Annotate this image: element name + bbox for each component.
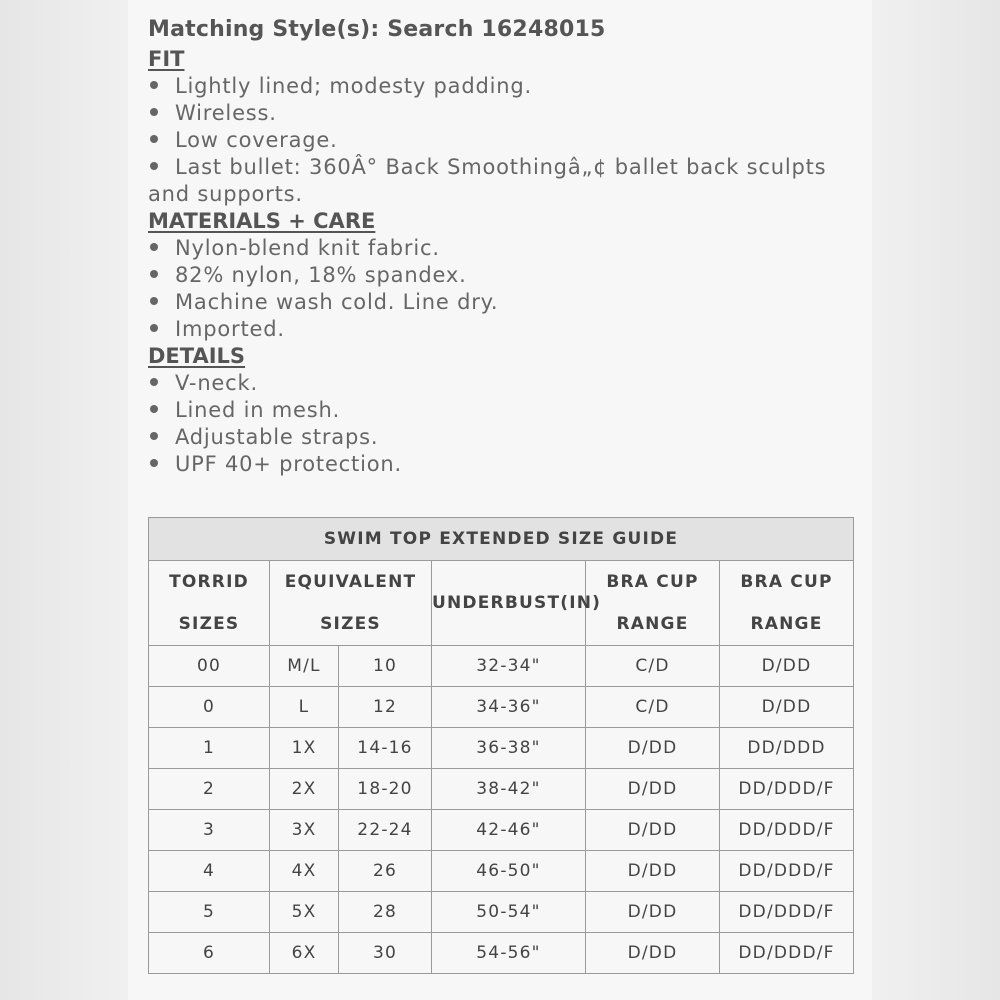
equivalent-size-cell: M/L	[270, 646, 339, 687]
header-equivalent-sizes	[270, 561, 432, 646]
list-item-text: Lightly lined; modesty padding.	[175, 74, 532, 98]
size-guide-title: SWIM TOP EXTENDED SIZE GUIDE	[149, 518, 854, 561]
equivalent-number-cell: 22-24	[339, 810, 432, 851]
header-line: SIZES	[320, 614, 381, 634]
list-item-text: and supports.	[148, 182, 303, 206]
bra-cup-range-cell: D/DD	[720, 687, 854, 728]
product-details-text	[148, 14, 848, 478]
list-item	[148, 424, 848, 451]
torrid-size-cell: 3	[149, 810, 270, 851]
equivalent-size-cell: 1X	[270, 728, 339, 769]
underbust-cell: 38-42"	[432, 769, 586, 810]
matching-style-line: Matching Style(s): Search 16248015	[148, 17, 606, 42]
underbust-cell: 34-36"	[432, 687, 586, 728]
product-details-sheet	[128, 0, 872, 1000]
header-line: RANGE	[750, 614, 823, 634]
bra-cup-range-cell: C/D	[586, 687, 720, 728]
size-guide-table	[148, 517, 854, 974]
bullet-dot-icon	[150, 324, 158, 332]
bra-cup-range-cell: D/DD	[586, 892, 720, 933]
torrid-size-cell: 0	[149, 687, 270, 728]
bra-cup-range-cell: D/DD	[586, 769, 720, 810]
bra-cup-range-cell: DD/DDD/F	[720, 769, 854, 810]
table-row	[149, 892, 854, 933]
list-item	[148, 370, 848, 397]
torrid-size-cell: 2	[149, 769, 270, 810]
list-item-text: V-neck.	[175, 371, 258, 395]
header-bra-cup-range-1	[586, 561, 720, 646]
bullet-dot-icon	[150, 108, 158, 116]
equivalent-number-cell: 18-20	[339, 769, 432, 810]
torrid-size-cell: 5	[149, 892, 270, 933]
torrid-size-cell: 00	[149, 646, 270, 687]
list-item	[148, 289, 848, 316]
equivalent-size-cell: 6X	[270, 933, 339, 974]
list-item-text: Low coverage.	[175, 128, 338, 152]
list-item-text: Lined in mesh.	[175, 398, 341, 422]
materials-care-list	[148, 235, 848, 343]
torrid-size-cell: 4	[149, 851, 270, 892]
fit-list	[148, 73, 848, 208]
list-item	[148, 397, 848, 424]
bra-cup-range-cell: D/DD	[586, 728, 720, 769]
torrid-size-cell: 6	[149, 933, 270, 974]
table-row	[149, 728, 854, 769]
list-item	[148, 73, 848, 100]
header-bra-cup-range-2	[720, 561, 854, 646]
list-item-text: Imported.	[175, 317, 285, 341]
list-item	[148, 100, 848, 127]
bra-cup-range-cell: D/DD	[720, 646, 854, 687]
bullet-dot-icon	[150, 378, 158, 386]
equivalent-number-cell: 14-16	[339, 728, 432, 769]
header-torrid-sizes	[149, 561, 270, 646]
bra-cup-range-cell: DD/DDD/F	[720, 892, 854, 933]
table-row	[149, 769, 854, 810]
bullet-dot-icon	[150, 243, 158, 251]
size-guide-body	[149, 646, 854, 974]
underbust-cell: 54-56"	[432, 933, 586, 974]
bullet-dot-icon	[150, 162, 158, 170]
bullet-dot-icon	[150, 405, 158, 413]
equivalent-number-cell: 12	[339, 687, 432, 728]
bullet-dot-icon	[150, 459, 158, 467]
table-row	[149, 851, 854, 892]
bullet-dot-icon	[150, 432, 158, 440]
details-heading: DETAILS	[148, 344, 246, 368]
equivalent-size-cell: 4X	[270, 851, 339, 892]
bra-cup-range-cell: D/DD	[586, 810, 720, 851]
list-item-text: Nylon-blend knit fabric.	[175, 236, 440, 260]
list-item-text: 82% nylon, 18% spandex.	[175, 263, 467, 287]
table-row	[149, 687, 854, 728]
equivalent-number-cell: 30	[339, 933, 432, 974]
bra-cup-range-cell: DD/DDD	[720, 728, 854, 769]
underbust-cell: 46-50"	[432, 851, 586, 892]
equivalent-number-cell: 10	[339, 646, 432, 687]
materials-care-heading: MATERIALS + CARE	[148, 209, 376, 233]
left-margin	[0, 0, 128, 1000]
right-margin	[872, 0, 1000, 1000]
underbust-cell: 32-34"	[432, 646, 586, 687]
details-list	[148, 370, 848, 478]
equivalent-size-cell: 5X	[270, 892, 339, 933]
equivalent-size-cell: 2X	[270, 769, 339, 810]
list-item-text: UPF 40+ protection.	[175, 452, 402, 476]
underbust-cell: 50-54"	[432, 892, 586, 933]
list-item	[148, 127, 848, 154]
list-item	[148, 316, 848, 343]
underbust-cell: 42-46"	[432, 810, 586, 851]
header-line: BRA CUP	[606, 572, 699, 592]
list-item-text: Last bullet: 360Â° Back Smoothingâ„¢ ballet back sculpts	[175, 155, 827, 179]
header-line: TORRID	[169, 572, 249, 592]
underbust-cell: 36-38"	[432, 728, 586, 769]
bra-cup-range-cell: D/DD	[586, 851, 720, 892]
table-row	[149, 646, 854, 687]
header-line: BRA CUP	[740, 572, 833, 592]
bullet-dot-icon	[150, 135, 158, 143]
equivalent-size-cell: L	[270, 687, 339, 728]
list-item	[148, 154, 848, 181]
table-row	[149, 810, 854, 851]
equivalent-number-cell: 26	[339, 851, 432, 892]
size-guide-header-row	[149, 561, 854, 646]
list-item-text: Adjustable straps.	[175, 425, 379, 449]
bullet-dot-icon	[150, 297, 158, 305]
bra-cup-range-cell: DD/DDD/F	[720, 810, 854, 851]
fit-heading: FIT	[148, 47, 185, 71]
header-line: EQUIVALENT	[284, 572, 417, 592]
bra-cup-range-cell: C/D	[586, 646, 720, 687]
header-line: RANGE	[616, 614, 689, 634]
equivalent-size-cell: 3X	[270, 810, 339, 851]
bullet-dot-icon	[150, 81, 158, 89]
header-line: UNDERBUST(IN)	[432, 593, 602, 613]
header-underbust	[432, 561, 602, 646]
list-item	[148, 451, 848, 478]
table-row	[149, 933, 854, 974]
torrid-size-cell: 1	[149, 728, 270, 769]
header-line: SIZES	[178, 614, 240, 634]
list-item-text: Wireless.	[175, 101, 277, 125]
bra-cup-range-cell: DD/DDD/F	[720, 933, 854, 974]
bra-cup-range-cell: DD/DDD/F	[720, 851, 854, 892]
list-item-text: Machine wash cold. Line dry.	[175, 290, 499, 314]
list-item	[148, 235, 848, 262]
list-item-continuation	[148, 181, 848, 208]
bullet-dot-icon	[150, 270, 158, 278]
equivalent-number-cell: 28	[339, 892, 432, 933]
list-item	[148, 262, 848, 289]
bra-cup-range-cell: D/DD	[586, 933, 720, 974]
